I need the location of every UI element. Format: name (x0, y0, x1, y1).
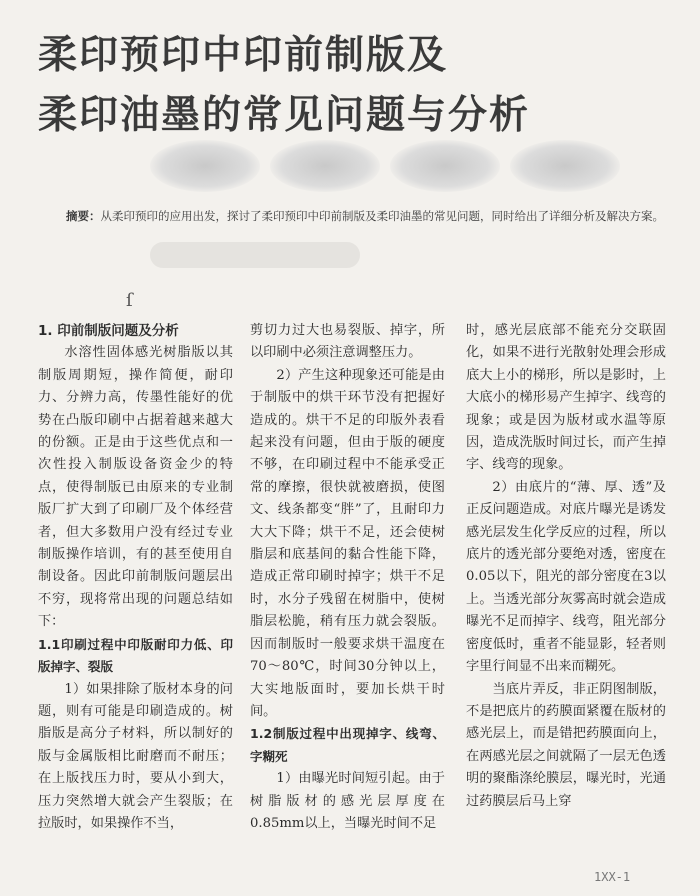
title-line-1: 柔印预印中印前制版及 (38, 33, 449, 78)
page-footer-mark: 1XX-1 (594, 870, 631, 884)
decorative-ink-blots (150, 140, 670, 200)
column-2 (250, 320, 445, 835)
paragraph: 2）产生这种现象还可能是由于制版中的烘干环节没有把握好造成的。烘干不足的印版外表看起来没有问题，但由于版的硬度不够，在印刷过程中不能承受正常的摩擦，很快就被磨损，使图文、线条都变“胖”了，且耐印力大大下降；烘干不足，还会使树脂层和底基间的黏合性能下降，造成正常印刷时掉字；烘干不足时，水分子残留在树脂中，使树脂层松脆，稍有压力就会裂版。因而制版时一般要求烘干温度在70～80℃，时间30分钟以上，大实地版面时，要加长烘干时间。 (250, 367, 445, 719)
column-3 (466, 320, 666, 813)
abstract-text: 从柔印预印的应用出发，探讨了柔印预印中印前制版及柔印油墨的常见问题，同时给出了详细分析及解决方案。 (100, 209, 664, 223)
section-heading: 1. 印前制版问题及分析 (38, 323, 179, 339)
ink-blot (150, 140, 260, 192)
paragraph: 1）由曝光时间短引起。由于树脂版材的感光层厚度在0.85mm以上，当曝光时间不足 (250, 771, 445, 831)
paragraph: 水溶性固体感光树脂版以其制版周期短，操作简便，耐印力、分辨力高，传墨性能好的优势在凸版印刷中占据着越来越大的份额。正是由于这些优点和一次性投入制版设备资金少的特点，使得制版已由原来的专业制版厂扩大到了印刷厂及个体经营者，但大多数用户没有经过专业制版操作培训，有的甚至使用自制设备。因此印前制版问题层出不穷，现将常出现的问题总结如下： (38, 345, 233, 630)
subsection-heading: 1.1印刷过程中印版耐印力低、印版掉字、裂版 (38, 636, 233, 675)
paragraph: 当底片弄反，非正阴图制版，不是把底片的药膜面紧覆在版材的感光层上，而是错把药膜面向上，在两感光层之间就隔了一层无色透明的聚酯涤纶膜层，曝光时，光通过药膜层后马上穿 (466, 681, 666, 809)
column-1 (38, 320, 233, 835)
smudge-mark (150, 242, 360, 268)
article-title (38, 26, 678, 146)
ink-blot (270, 140, 380, 192)
paragraph-continued: 时，感光层底部不能充分交联固化，如果不进行光散射处理会形成底大上小的梯形，所以是影时，上大底小的梯形易产生掉字、线弯的现象；或是因为版材或水温等原因，造成洗版时间过长，而产生掉字、线弯的现象。 (466, 323, 666, 473)
abstract-label: 摘要： (66, 209, 101, 223)
pen-mark: ſ (126, 290, 133, 311)
paragraph: 1）如果排除了版材本身的问题，则有可能是印刷造成的。树脂版是高分子材料，所以制好的版与金属版相比耐磨而不耐压；在上版找压力时，要从小到大，压力突然增大就会产生裂版；在拉版时，如果操作不当， (38, 681, 233, 831)
ink-blot (390, 140, 500, 192)
abstract (38, 206, 668, 226)
ink-blot (510, 140, 620, 192)
paragraph-continued: 剪切力过大也易裂版、掉字，所以印刷中必须注意调整压力。 (250, 323, 445, 361)
bleed-through-text (330, 212, 660, 332)
subsection-heading: 1.2制版过程中出现掉字、线弯、字糊死 (250, 726, 445, 764)
paragraph: 2）由底片的“薄、厚、透”及正反问题造成。对底片曝光是诱发感光层发生化学反应的过程，所以底片的透光部分要绝对透，密度在0.05以下，阻光的部分密度在3以上。当透光部分灰雾高时就会造成曝光不足而掉字、线弯，阻光部分密度低时，重者不能显影，轻者则字里行间显不出来而糊死。 (466, 479, 666, 675)
title-line-2: 柔印油墨的常见问题与分析 (38, 93, 531, 138)
